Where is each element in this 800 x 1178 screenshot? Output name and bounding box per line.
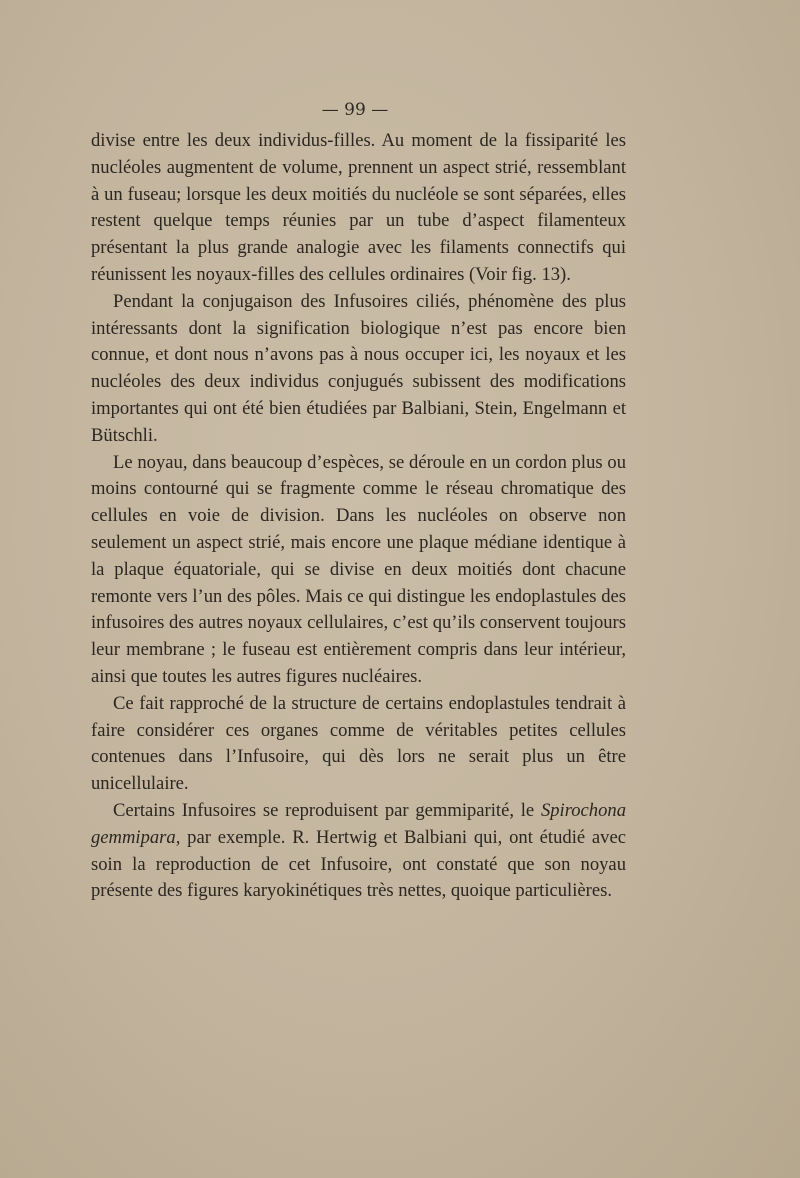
- paragraph-4-text: Ce fait rapproché de la structure de certains endoplastules tendrait à faire considérer ces organes comme de véritables petites cellules contenues dans l’Infusoire, qui dès lors ne serait plus un être unicellulaire.: [91, 692, 626, 795]
- paragraph-5-text-end: par exemple. R. Hertwig et Balbiani qui, ont étudié avec soin la reproduction de cet Infusoire, ont constaté que son noyau présente des figures karyokinétiques très nettes, quoique particulières.: [91, 826, 626, 902]
- paragraph-5-text-start: Certains Infusoires se reproduisent par gemmiparité, le: [113, 799, 541, 821]
- paragraph-5: [91, 798, 626, 905]
- paragraph-2-text: Pendant la conjugaison des Infusoires ciliés, phénomène des plus intéressants dont la signification biologique n’est pas encore bien connue, et dont nous n’avons pas à nous occuper ici, les noyaux et les nucléoles des deux individus conjugués subissent des modifications importantes qui ont été bien étudiées par Balbiani, Stein, Engelmann et Bütschli.: [91, 290, 626, 446]
- paragraph-2: [91, 289, 626, 450]
- page-number: — 99 —: [321, 100, 389, 120]
- body-text: [91, 128, 626, 905]
- paragraph-1-text: divise entre les deux individus-filles. Au moment de la fissiparité les nucléoles augmentent de volume, prennent un aspect strié, ressemblant à un fuseau; lorsque les deux moitiés du nucléole se sont séparées, elles restent quelque temps réunies par un tube d’aspect filamenteux présentant la plus grande analogie avec les filaments connectifs qui réunissent les noyaux-filles des cellules ordinaires (Voir fig. 13).: [91, 130, 626, 285]
- paragraph-3-text: Le noyau, dans beaucoup d’espèces, se déroule en un cordon plus ou moins contourné qui se fragmente comme le réseau chromatique des cellules en voie de division. Dans les nucléoles on observe non seulement un aspect strié, mais encore une plaque médiane identique à la plaque équatoriale, qui se divise en deux moitiés dont chacune remonte vers l’un des pôles. Mais ce qui distingue les endoplastules des infusoires des autres noyaux cellulaires, c’est qu’ils conservent toujours leur membrane ; le fuseau est entièrement compris dans leur intérieur, ainsi que toutes les autres figures nucléaires.: [91, 451, 626, 687]
- species-name: Spirochona gemmipara,: [91, 799, 626, 848]
- paragraph-1: [91, 128, 626, 289]
- paragraph-3: [91, 450, 626, 691]
- paragraph-4: [91, 691, 626, 798]
